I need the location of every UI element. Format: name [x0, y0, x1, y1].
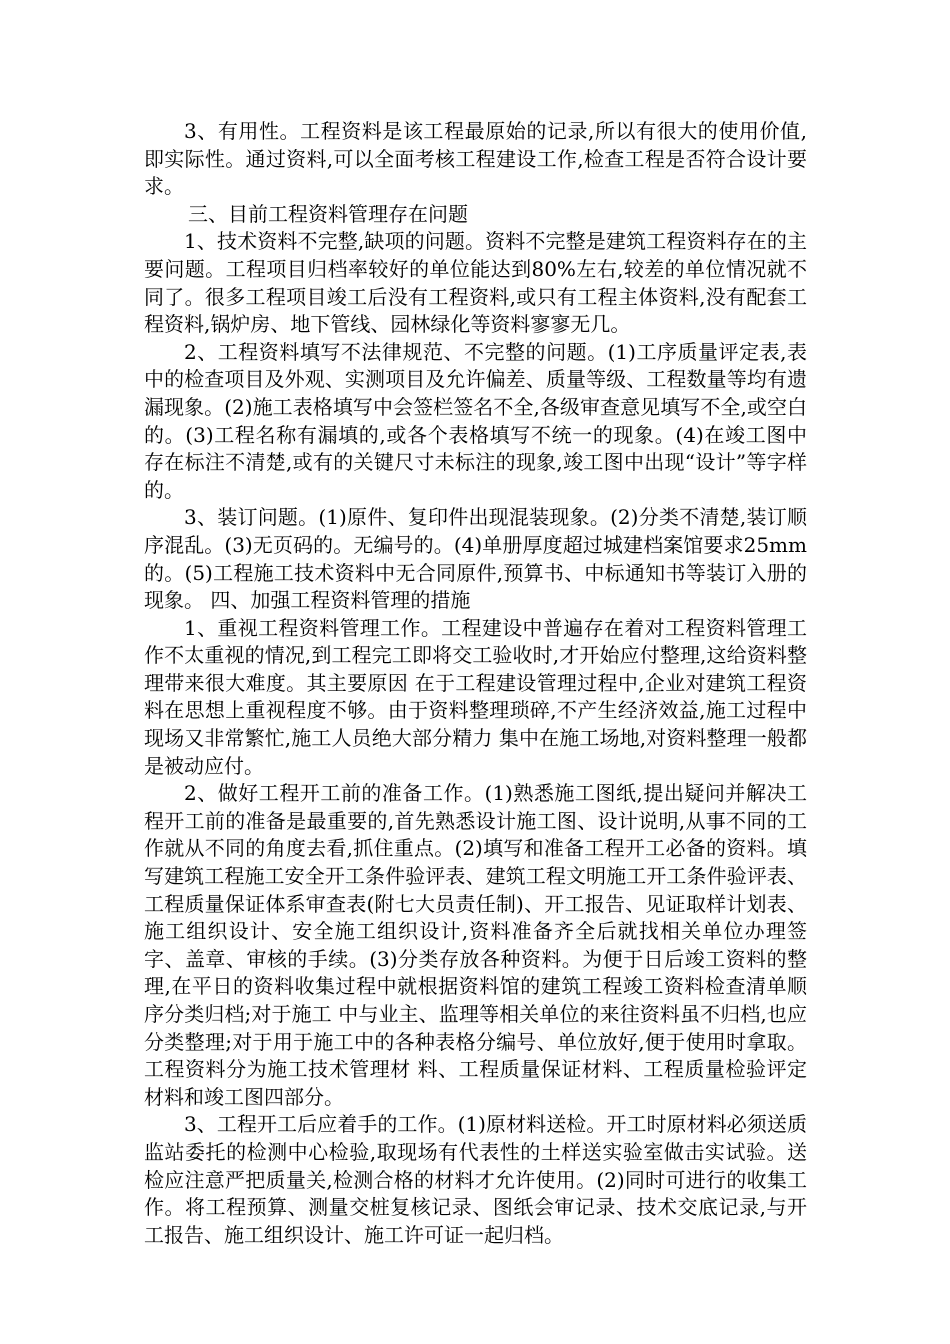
paragraph-binding-issues: 3、装订问题。(1)原件、复印件出现混装现象。(2)分类不清楚,装订顺序混乱。(3)无页码的。无编号的。(4)单册厚度超过城建档案馆要求25mm的。(5)工程施工技术资料中无合同原件,预算书、中标通知书等装订入册的现象。 四、加强工程资料管理的措施 [144, 505, 807, 613]
paragraph-post-start-work: 3、工程开工后应着手的工作。(1)原材料送检。开工时原材料必须送质监站委托的检测中心检验,取现场有代表性的土样送实验室做击实试验。送检应注意严把质量关,检测合格的材料才允许使用。(2)同时可进行的收集工作。将工程预算、测量交桩复核记录、图纸会审记录、技术交底记录,与开工报告、施工组织设计、施工许可证一起归档。 [144, 1112, 807, 1247]
paragraph-usefulness: 3、有用性。工程资料是该工程最原始的记录,所以有很大的使用价值,即实际性。通过资料,可以全面考核工程建设工作,检查工程是否符合设计要求。 [144, 119, 807, 199]
section-heading-current-problems: 三、目前工程资料管理存在问题 [188, 201, 468, 226]
document-body [144, 118, 807, 1249]
paragraph-preparation-work: 2、做好工程开工前的准备工作。(1)熟悉施工图纸,提出疑问并解决工程开工前的准备是最重要的,首先熟悉设计施工图、设计说明,从事不同的工作就从不同的角度去看,抓住重点。(2)填写和准备工程开工必备的资料。填写建筑工程施工安全开工条件验评表、建筑工程文明施工开工条件验评表、工程质量保证体系审查表(附七大员责任制)、开工报告、见证取样计划表、施工组织设计、安全施工组织设计,资料准备齐全后就找相关单位办理签字、盖章、审核的手续。(3)分类存放各种资料。为便于日后竣工资料的整理,在平日的资料收集过程中就根据资料馆的建筑工程竣工资料检查清单顺序分类归档;对于施工 中与业主、监理等相关单位的来往资料虽不归档,也应分类整理;对于用于施工中的各种表格分编号、单位放好,便于使用时拿取。工程资料分为施工技术管理材 料、工程质量保证材料、工程质量检验评定材料和竣工图四部分。 [144, 781, 807, 1109]
paragraph-nonstandard-filling: 2、工程资料填写不法律规范、不完整的问题。(1)工序质量评定表,表中的检查项目及外观、实测项目及允许偏差、质量等级、工程数量等均有遗漏现象。(2)施工表格填写中会签栏签名不全,各级审查意见填写不全,或空白的。(3)工程名称有漏填的,或各个表格填写不统一的现象。(4)在竣工图中存在标注不清楚,或有的关键尺寸未标注的现象,竣工图中出现“设计”等字样的。 [144, 339, 807, 502]
paragraph-value-management: 1、重视工程资料管理工作。工程建设中普遍存在着对工程资料管理工作不太重视的情况,到工程完工即将交工验收时,才开始应付整理,这给资料整理带来很大难度。其主要原因 在于工程建设管理过程中,企业对建筑工程资料在思想上重视程度不够。由于资料整理琐碎,不产生经济效益,施工过程中现场又非常繁忙,施工人员绝大部分精力 集中在施工场地,对资料整理一般都是被动应付。 [144, 615, 807, 778]
paragraph-incomplete-data: 1、技术资料不完整,缺项的问题。资料不完整是建筑工程资料存在的主要问题。工程项目归档率较好的单位能达到80%左右,较差的单位情况就不同了。很多工程项目竣工后没有工程资料,或只有工程主体资料,没有配套工程资料,锅炉房、地下管线、园林绿化等资料寥寥无几。 [144, 229, 807, 337]
